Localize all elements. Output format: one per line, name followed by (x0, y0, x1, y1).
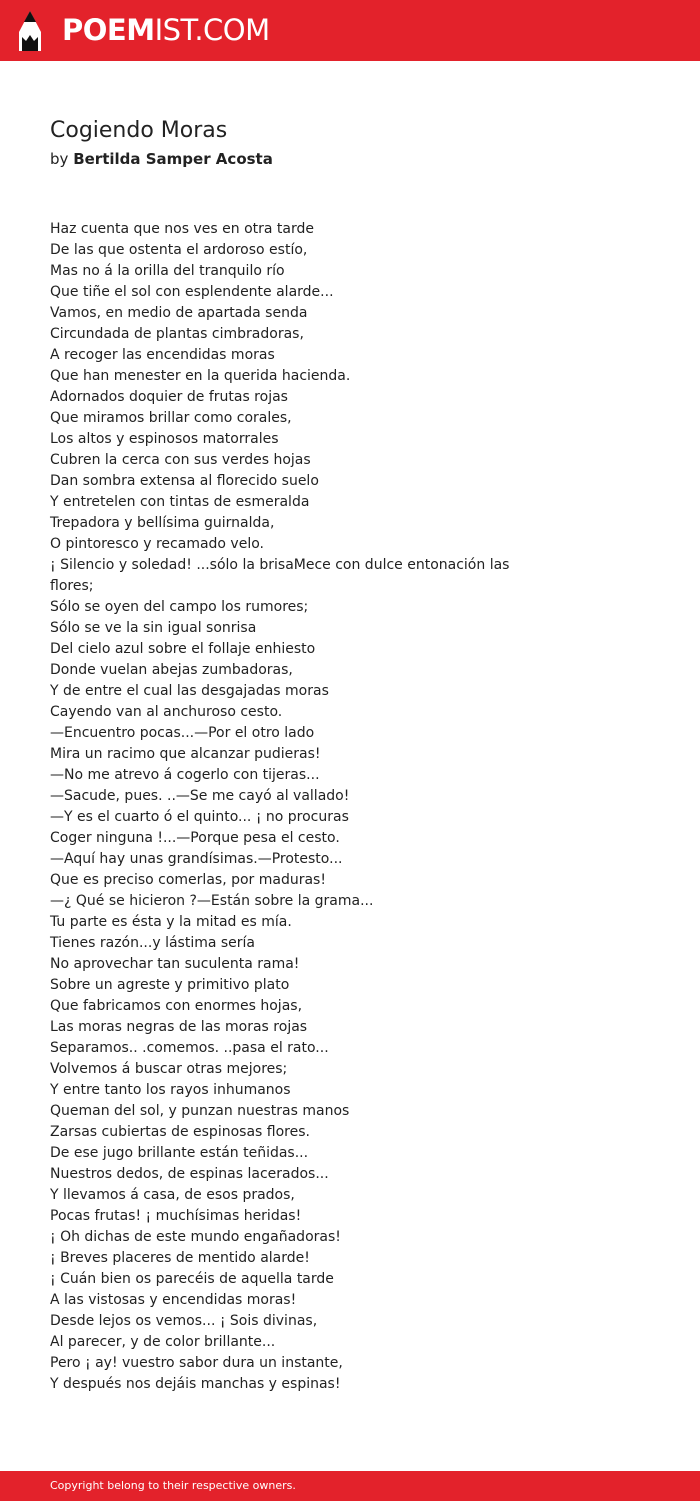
poem-line: —Y es el cuarto ó el quinto... ¡ no procuras (50, 809, 349, 825)
poem-line: —Encuentro pocas...—Por el otro lado (50, 725, 315, 741)
poem-line: Al parecer, y de color brillante... (50, 1334, 276, 1350)
poem-line: Volvemos á buscar otras mejores; (50, 1061, 288, 1077)
poem-line: Pocas frutas! ¡ muchísimas heridas! (50, 1208, 302, 1224)
pencil-icon[interactable] (18, 10, 42, 52)
poem-line: Pero ¡ ay! vuestro sabor dura un instante, (50, 1355, 343, 1371)
poem-line: Queman del sol, y punzan nuestras manos (50, 1103, 350, 1119)
poem-line: Del cielo azul sobre el follaje enhiesto (50, 641, 316, 657)
poem-line: Sólo se oyen del campo los rumores; (50, 599, 309, 615)
poem-line: Dan sombra extensa al florecido suelo (50, 473, 319, 489)
poem-line: Nuestros dedos, de espinas lacerados... (50, 1166, 329, 1182)
poem-line: Las moras negras de las moras rojas (50, 1019, 308, 1035)
poem-line: Y después nos dejáis manchas y espinas! (50, 1376, 341, 1392)
poem-line: Los altos y espinosos matorrales (50, 431, 279, 447)
logo-light-text: IST.COM (154, 13, 270, 47)
poem-body (50, 219, 520, 1395)
logo-bold-text: POEM (62, 13, 155, 47)
poem-line: Que fabricamos con enormes hojas, (50, 998, 303, 1014)
by-label: by (50, 150, 69, 168)
poem-line: ¡ Silencio y soledad! ...sólo la brisaMece con dulce entonación las flores; (50, 557, 510, 594)
poem-line: Coger ninguna !...—Porque pesa el cesto. (50, 830, 340, 846)
poem-line: Que han menester en la querida hacienda. (50, 368, 351, 384)
poem-line: Y entre tanto los rayos inhumanos (50, 1082, 291, 1098)
poem-line: Mas no á la orilla del tranquilo río (50, 263, 285, 279)
poem-line: A las vistosas y encendidas moras! (50, 1292, 297, 1308)
poem-line: Adornados doquier de frutas rojas (50, 389, 288, 405)
author-name: Bertilda Samper Acosta (73, 150, 273, 168)
poem-line: Y entretelen con tintas de esmeralda (50, 494, 310, 510)
poem-line: Circundada de plantas cimbradoras, (50, 326, 304, 342)
poem-line: —No me atrevo á cogerlo con tijeras... (50, 767, 320, 783)
poem-line: Cayendo van al anchuroso cesto. (50, 704, 283, 720)
poem-line: Zarsas cubiertas de espinosas flores. (50, 1124, 310, 1140)
poem-line: —Aquí hay unas grandísimas.—Protesto... (50, 851, 343, 867)
poem-line: Donde vuelan abejas zumbadoras, (50, 662, 293, 678)
poem-line: —¿ Qué se hicieron ?—Están sobre la grama... (50, 893, 374, 909)
poem-line: ¡ Breves placeres de mentido alarde! (50, 1250, 310, 1266)
poem-title: Cogiendo Moras (50, 118, 228, 143)
poem-line: De ese jugo brillante están teñidas... (50, 1145, 309, 1161)
poem-line: Mira un racimo que alcanzar pudieras! (50, 746, 321, 762)
poem-line: Sobre un agreste y primitivo plato (50, 977, 290, 993)
poem-line: Trepadora y bellísima guirnalda, (50, 515, 275, 531)
poem-line: ¡ Cuán bien os parecéis de aquella tarde (50, 1271, 334, 1287)
byline (50, 149, 273, 169)
poem-line: Separamos.. .comemos. ..pasa el rato... (50, 1040, 329, 1056)
site-header (0, 0, 700, 61)
poem-line: Sólo se ve la sin igual sonrisa (50, 620, 257, 636)
poem-line: O pintoresco y recamado velo. (50, 536, 264, 552)
site-logo[interactable] (62, 12, 270, 48)
poem-line: A recoger las encendidas moras (50, 347, 275, 363)
poem-line: Que es preciso comerlas, por maduras! (50, 872, 326, 888)
poem-line: Desde lejos os vemos... ¡ Sois divinas, (50, 1313, 318, 1329)
poem-line: ¡ Oh dichas de este mundo engañadoras! (50, 1229, 341, 1245)
poem-line: Haz cuenta que nos ves en otra tarde (50, 221, 314, 237)
poem-line: Tienes razón...y lástima sería (50, 935, 256, 951)
site-footer (0, 1471, 700, 1501)
poem-line: Y llevamos á casa, de esos prados, (50, 1187, 295, 1203)
copyright-text: Copyright belong to their respective owners. (50, 1479, 296, 1492)
poem-line: —Sacude, pues. ..—Se me cayó al vallado! (50, 788, 350, 804)
poem-line: De las que ostenta el ardoroso estío, (50, 242, 308, 258)
poem-line: Y de entre el cual las desgajadas moras (50, 683, 329, 699)
poem-line: Que miramos brillar como corales, (50, 410, 292, 426)
poem-line: Cubren la cerca con sus verdes hojas (50, 452, 311, 468)
poem-line: Que tiñe el sol con esplendente alarde... (50, 284, 334, 300)
poem-line: No aprovechar tan suculenta rama! (50, 956, 300, 972)
poem-line: Vamos, en medio de apartada senda (50, 305, 308, 321)
poem-line: Tu parte es ésta y la mitad es mía. (50, 914, 292, 930)
